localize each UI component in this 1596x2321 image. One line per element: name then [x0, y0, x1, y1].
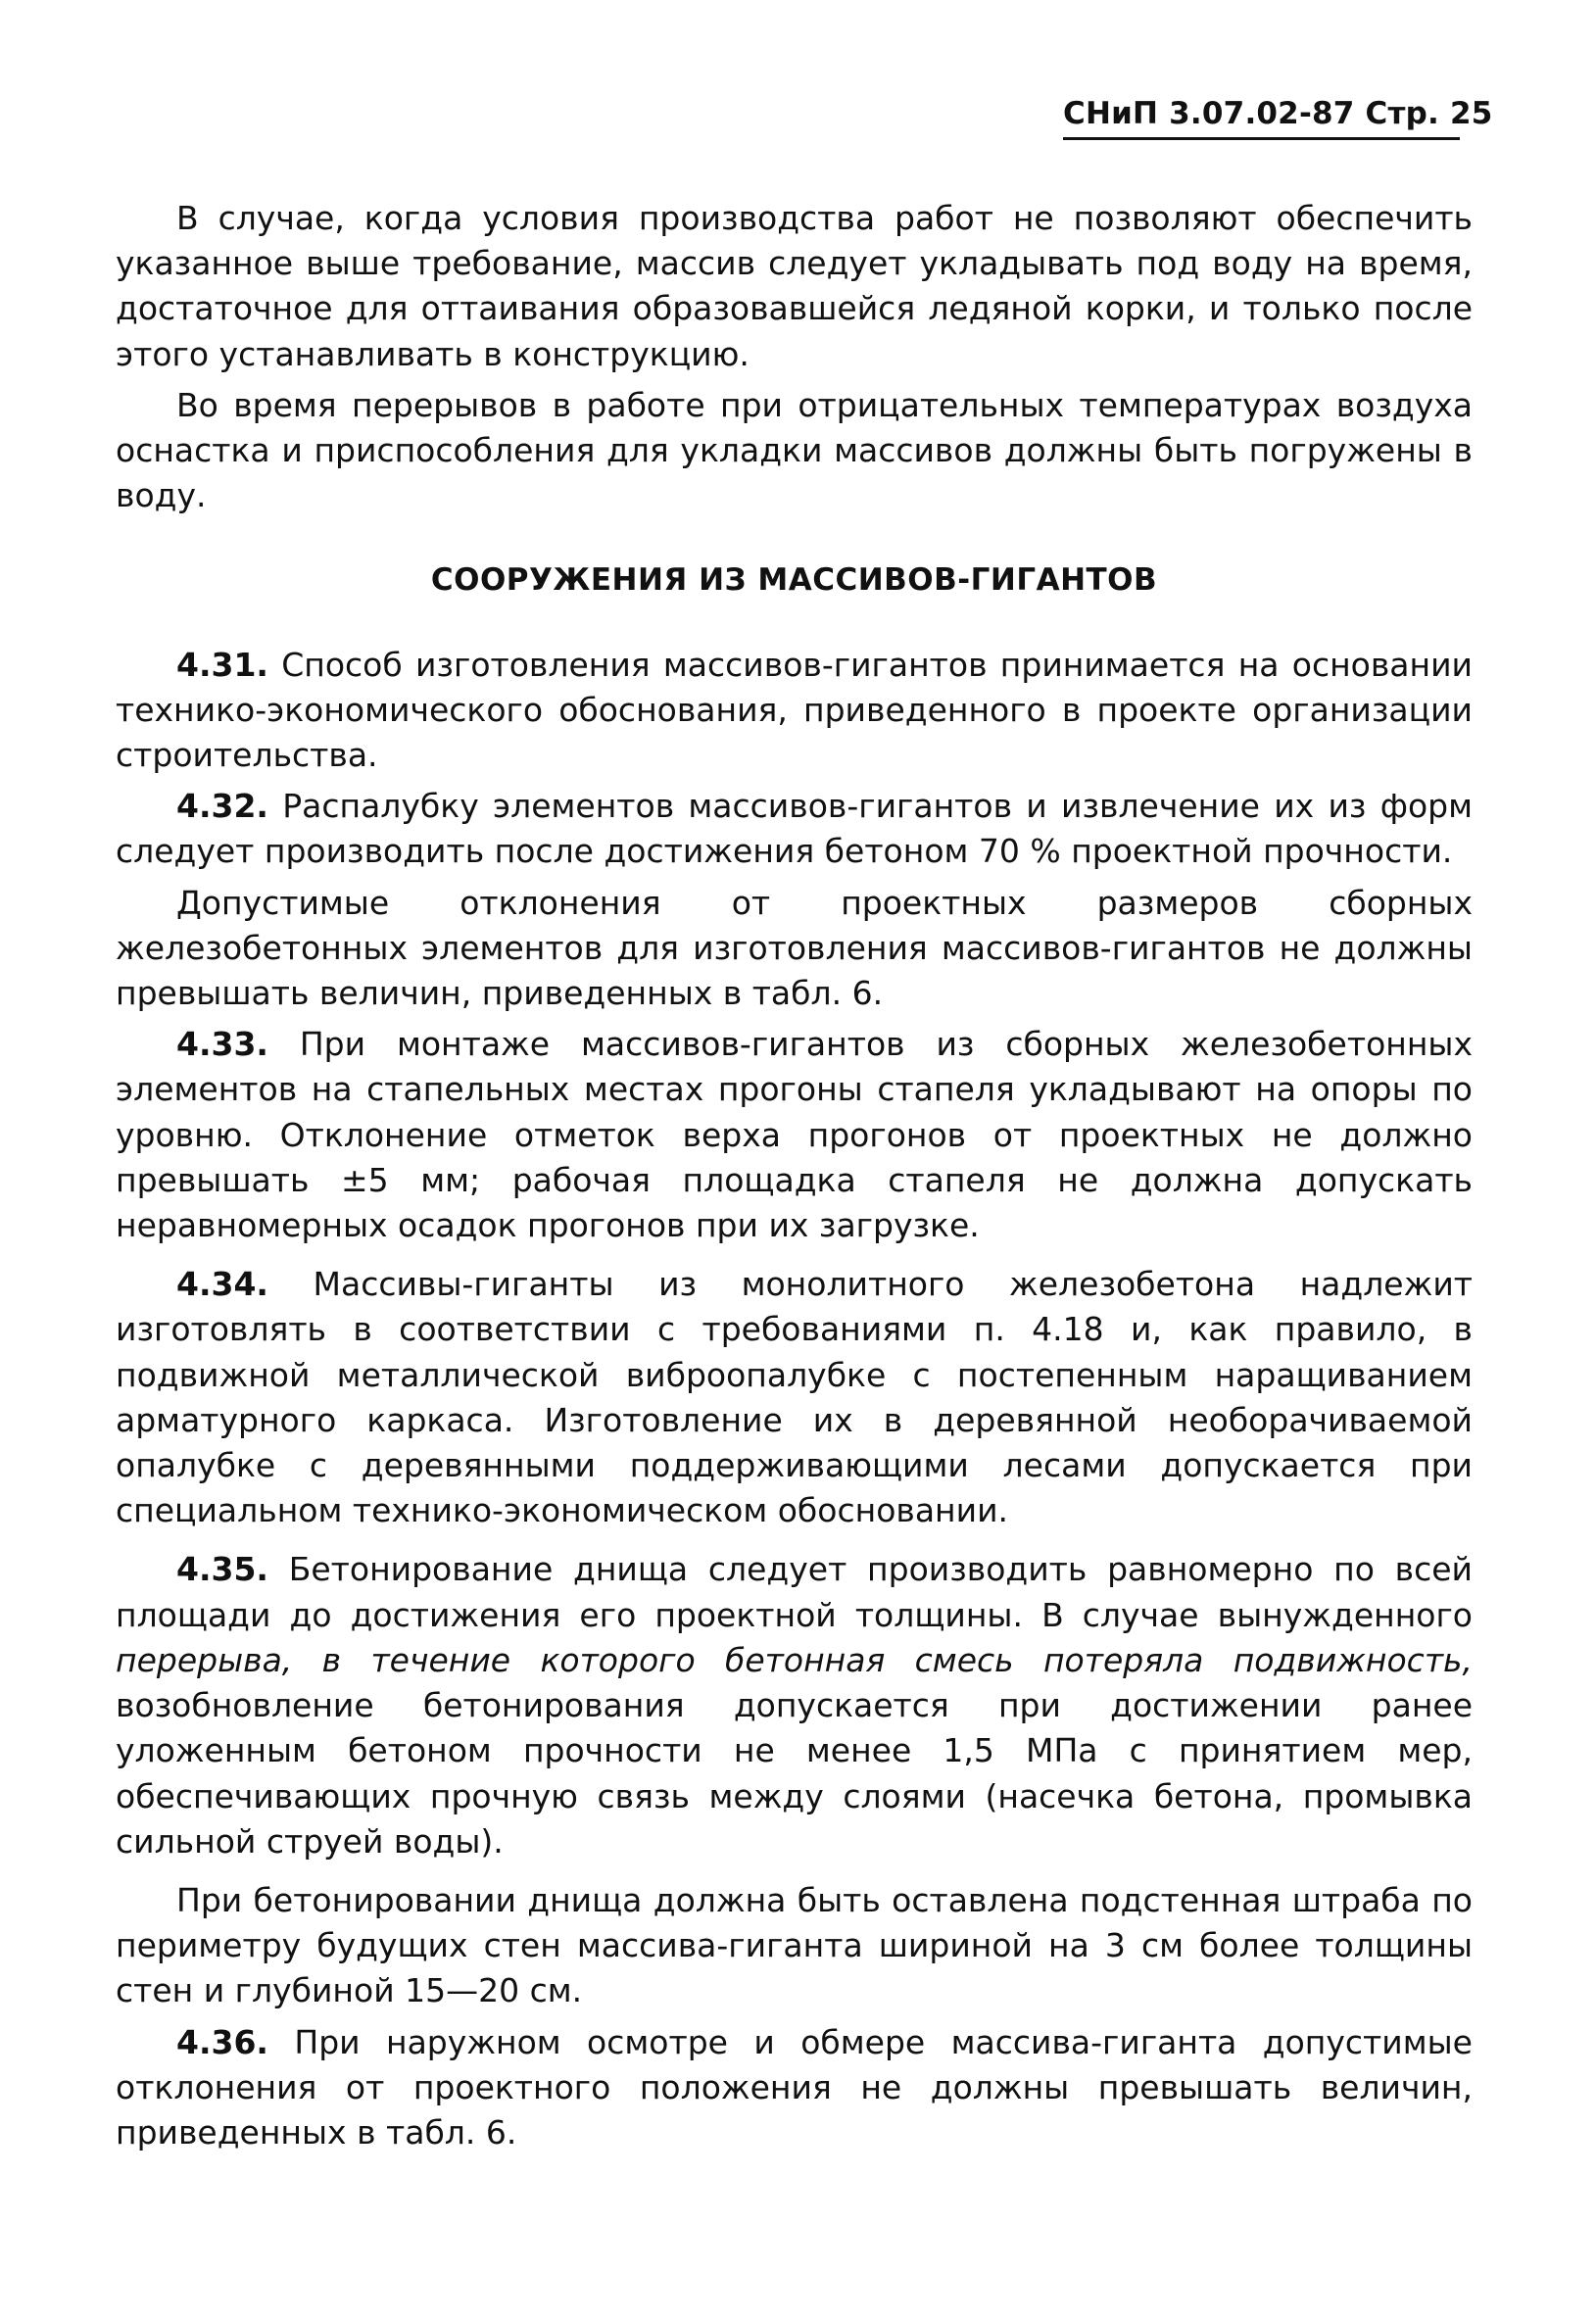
clause-text: При наружном осмотре и обмере массива-гиганта допустимые отклонения от проектного положения не должны превышать величин, приведенных в табл. 6. [116, 2022, 1473, 2152]
paragraph [116, 383, 1473, 519]
clause-4-32 [116, 784, 1473, 874]
clause-number: 4.35. [176, 1550, 268, 1589]
document-body [116, 196, 1473, 2161]
clause-text: Способ изготовления массивов-гигантов принимается на основании технико-экономического обоснования, приведенного в проекте организации строительства. [116, 645, 1473, 775]
clause-4-34 [116, 1262, 1473, 1533]
paragraph [116, 881, 1473, 1017]
clause-number: 4.33. [176, 1025, 268, 1064]
clause-text: При монтаже массивов-гигантов из сборных железобетонных элементов на стапельных местах прогоны стапеля укладывают на опоры по уровню. Отклонение отметок верха прогонов от проектных не должно превышать ±5 мм; рабочая площадка стапеля не должна допускать неравномерных осадок прогонов при их загрузке. [116, 1025, 1473, 1245]
clause-text: Массивы-гиганты из монолитного железобетона надлежит изготовлять в соответствии с требованиями п. 4.18 и, как правило, в подвижной металлической виброопалубке с постепенным наращиванием арматурного каркаса. Изготовление их в деревянной необорачиваемой опалубке с деревянными поддерживающими лесами допускается при специальном технико-экономическом обосновании. [116, 1265, 1473, 1530]
clause-4-36 [116, 2020, 1473, 2156]
clause-text: Бетонирование днища следует производить равномерно по всей площади до достижения его проектной толщины. В случае вынужденного [116, 1550, 1474, 1634]
paragraph-text: В случае, когда условия производства работ не позволяют обеспечить указанное выше требование, массив следует укладывать под воду на время, достаточное для оттаивания образовавшейся ледяной корки, и только после этого устанавливать в конструкцию. [116, 199, 1473, 373]
clause-number: 4.32. [176, 787, 268, 826]
paragraph [116, 1878, 1473, 2014]
clause-text: возобновление бетонирования допускается при достижении ранее уложенным бетоном прочности не менее 1,5 МПа с принятием мер, обеспечивающих прочную связь между слоями (насечка бетона, промывка сильной струей воды). [116, 1686, 1473, 1861]
clause-4-35 [116, 1547, 1473, 1863]
paragraph-text: При бетонировании днища должна быть оставлена подстенная штраба по периметру будущих стен массива-гиганта шириной на 3 см более толщины стен и глубиной 15—20 см. [116, 1880, 1473, 2010]
paragraph-text: Допустимые отклонения от проектных размеров сборных железобетонных элементов для изготовления массивов-гигантов не должны превышать величин, приведенных в табл. 6. [116, 883, 1473, 1013]
clause-number: 4.36. [176, 2022, 268, 2061]
paragraph [116, 196, 1473, 377]
clause-4-31 [116, 643, 1473, 779]
clause-number: 4.31. [176, 645, 268, 684]
clause-text: Распалубку элементов массивов-гигантов и извлечение их из форм следует производить после достижения бетоном 70 % проектной прочности. [116, 787, 1473, 871]
clause-number: 4.34. [176, 1265, 268, 1304]
paragraph-text: Во время перерывов в работе при отрицательных температурах воздуха оснастка и приспособления для укладки массивов должны быть погружены в воду. [116, 385, 1473, 515]
clause-text-italic: перерыва, в течение которого бетонная смесь потеряла подвижность, [116, 1640, 1473, 1679]
page-header: СНиП 3.07.02-87 Стр. 25 [1063, 96, 1460, 140]
clause-4-33 [116, 1022, 1473, 1248]
section-title: СООРУЖЕНИЯ ИЗ МАССИВОВ-ГИГАНТОВ [430, 562, 1158, 599]
